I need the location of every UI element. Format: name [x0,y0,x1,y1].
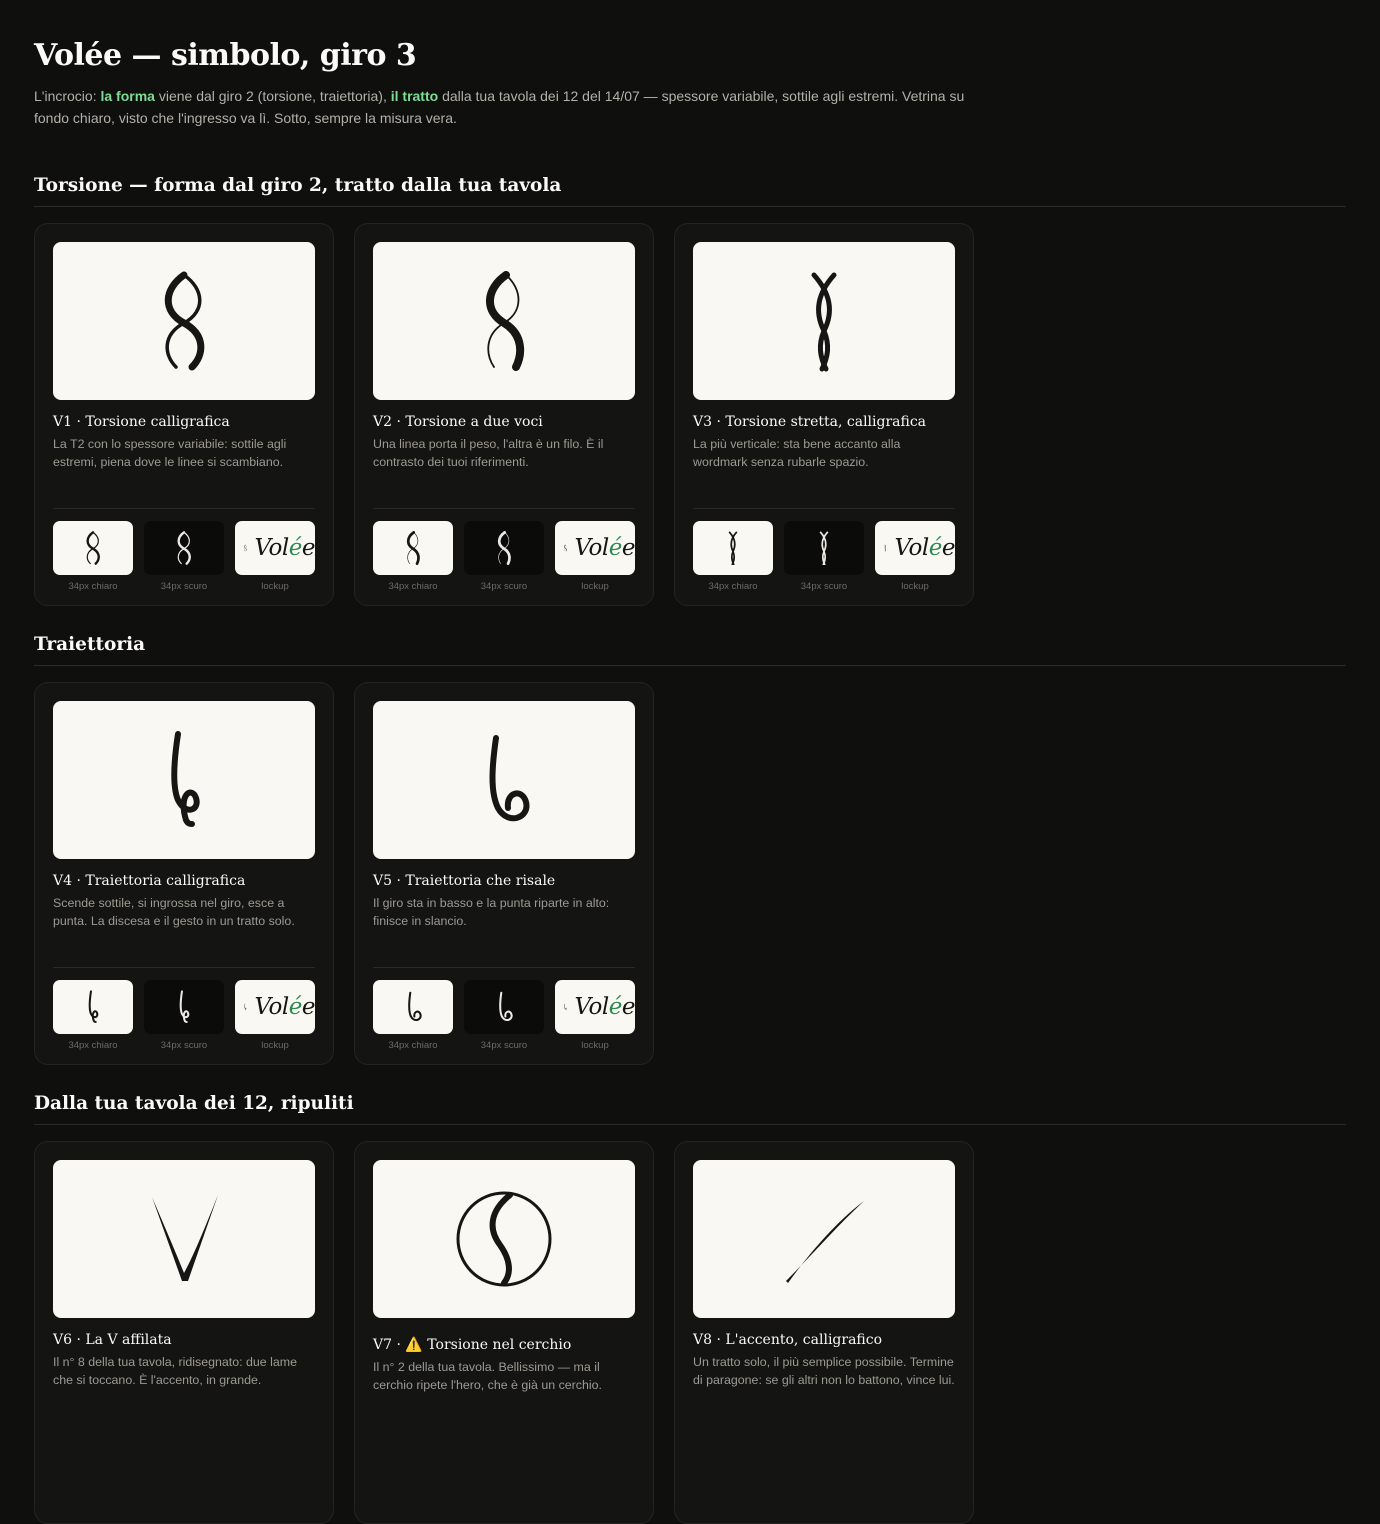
preview-dark [144,521,224,575]
trajectory-symbol-icon [242,992,249,1022]
trajectory-symbol-icon [396,990,430,1024]
intro-highlight-forma: la forma [100,88,155,104]
card-title: V3 · Torsione stretta, calligrafica [693,414,927,430]
preview-lockup [555,980,635,1034]
preview-caption: 34px chiaro [388,581,438,592]
card-description: Una linea porta il peso, l'altra è un filo. È il contrasto dei tuoi riferimenti. [373,437,604,469]
wordmark: Volée [574,535,635,561]
preview-caption: 34px chiaro [68,1040,118,1051]
preview-caption: lockup [581,1040,609,1051]
card-description: Il n° 2 della tua tavola. Bellissimo — ma il cerchio ripete l'hero, che è già un cerchio. [373,1360,602,1392]
twist-symbol-icon [242,533,249,563]
trajectory-symbol-icon [167,990,201,1024]
wordmark: Volée [894,535,955,561]
card-description: Il n° 8 della tua tavola, ridisegnato: due lame che si toccano. È l'accento, in grande. [53,1355,297,1387]
preview-light [373,980,453,1034]
preview-caption: 34px scuro [480,581,528,592]
twist-symbol-icon [396,531,430,565]
intro-text: L'incrocio: la forma viene dal giro 2 (torsione, traiettoria), il tratto dalla tua tavola dei 12 del 14/07 — spessore variabile, sottile agli estremi. Vetrina su fondo chiaro, visto che l'ingresso va lì. Sotto, sempre la misura vera. [34,88,965,126]
twist-symbol-icon [454,266,554,376]
symbol-card-v5[interactable] [354,682,654,1065]
card-description: Scende sottile, si ingrossa nel giro, esce a punta. La discesa e il gesto in un tratto solo. [53,896,295,928]
preview-caption: 34px chiaro [68,581,118,592]
twist-symbol-icon [167,531,201,565]
symbol-preview-large [53,1160,315,1318]
symbol-card-v3[interactable] [674,223,974,606]
card-description: Il giro sta in basso e la punta riparte in alto: finisce in slancio. [373,896,610,928]
twist-symbol-icon [882,533,889,563]
twist-symbol-icon [774,266,874,376]
symbol-preview-large [373,242,635,400]
size-previews [53,521,315,592]
twist-symbol-icon [562,533,569,563]
preview-caption: 34px scuro [160,1040,208,1051]
card-title: V8 · L'accento, calligrafico [693,1332,883,1348]
symbol-preview-large [53,242,315,400]
preview-caption: lockup [581,581,609,592]
card-title: V7 · ⚠️ Torsione nel cerchio [373,1337,572,1353]
symbol-card-v6[interactable] [34,1141,334,1524]
preview-caption: lockup [261,1040,289,1051]
section-heading-traiettoria: Traiettoria [34,634,1346,666]
preview-dark [464,521,544,575]
symbol-card-v2[interactable] [354,223,654,606]
accent-stroke-symbol-icon [774,1184,874,1294]
twist-symbol-icon [487,531,521,565]
wordmark: Volée [254,535,315,561]
size-previews [53,980,315,1051]
preview-light [53,521,133,575]
card-description: La T2 con lo spessore variabile: sottile agli estremi, piena dove le linee si scambiano. [53,437,287,469]
wordmark: Volée [574,994,635,1020]
v-blade-symbol-icon [134,1184,234,1294]
symbol-preview-large [53,701,315,859]
preview-caption: 34px chiaro [708,581,758,592]
trajectory-symbol-icon [562,992,569,1022]
preview-dark [144,980,224,1034]
preview-caption: lockup [261,581,289,592]
intro-highlight-tratto: il tratto [390,88,439,104]
card-title: V4 · Traiettoria calligrafica [53,873,246,889]
preview-caption: 34px chiaro [388,1040,438,1051]
preview-light [373,521,453,575]
preview-dark [464,980,544,1034]
card-row-traiettoria [34,682,1346,1065]
twist-symbol-icon [134,266,234,376]
wordmark: Volée [254,994,315,1020]
symbol-card-v4[interactable] [34,682,334,1065]
symbol-card-v7[interactable] [354,1141,654,1524]
trajectory-symbol-icon [454,725,554,835]
size-previews [373,980,635,1051]
trajectory-symbol-icon [487,990,521,1024]
card-row-tavola [34,1141,1346,1524]
symbol-preview-large [693,242,955,400]
card-title: V6 · La V affilata [53,1332,172,1348]
symbol-preview-large [373,701,635,859]
warning-icon: ⚠️ [405,1337,423,1353]
card-title: V1 · Torsione calligrafica [53,414,230,430]
symbol-card-v8[interactable] [674,1141,974,1524]
card-description: Un tratto solo, il più semplice possibile. Termine di paragone: se gli altri non lo battono, vince lui. [693,1355,955,1387]
card-title: V2 · Torsione a due voci [373,414,543,430]
trajectory-symbol-icon [134,725,234,835]
section-heading-torsione: Torsione — forma dal giro 2, tratto dalla tua tavola [34,175,1346,207]
symbol-card-v1[interactable] [34,223,334,606]
page-title: Volée — simbolo, giro 3 [34,38,417,73]
preview-caption: 34px scuro [480,1040,528,1051]
preview-light [53,980,133,1034]
card-description: La più verticale: sta bene accanto alla wordmark senza rubarle spazio. [693,437,901,469]
card-row-torsione [34,223,1346,606]
trajectory-symbol-icon [76,990,110,1024]
twist-symbol-icon [716,531,750,565]
size-previews [373,521,635,592]
preview-lockup [555,521,635,575]
preview-dark [784,521,864,575]
preview-lockup [235,521,315,575]
circle-twist-symbol-icon [454,1184,554,1294]
symbol-preview-large [373,1160,635,1318]
section-heading-tavola: Dalla tua tavola dei 12, ripuliti [34,1093,1346,1125]
twist-symbol-icon [76,531,110,565]
card-title: V5 · Traiettoria che risale [373,873,556,889]
preview-caption: 34px scuro [800,581,848,592]
preview-light [693,521,773,575]
twist-symbol-icon [807,531,841,565]
preview-lockup [235,980,315,1034]
preview-lockup [875,521,955,575]
preview-caption: lockup [901,581,929,592]
symbol-preview-large [693,1160,955,1318]
preview-caption: 34px scuro [160,581,208,592]
size-previews [693,521,955,592]
